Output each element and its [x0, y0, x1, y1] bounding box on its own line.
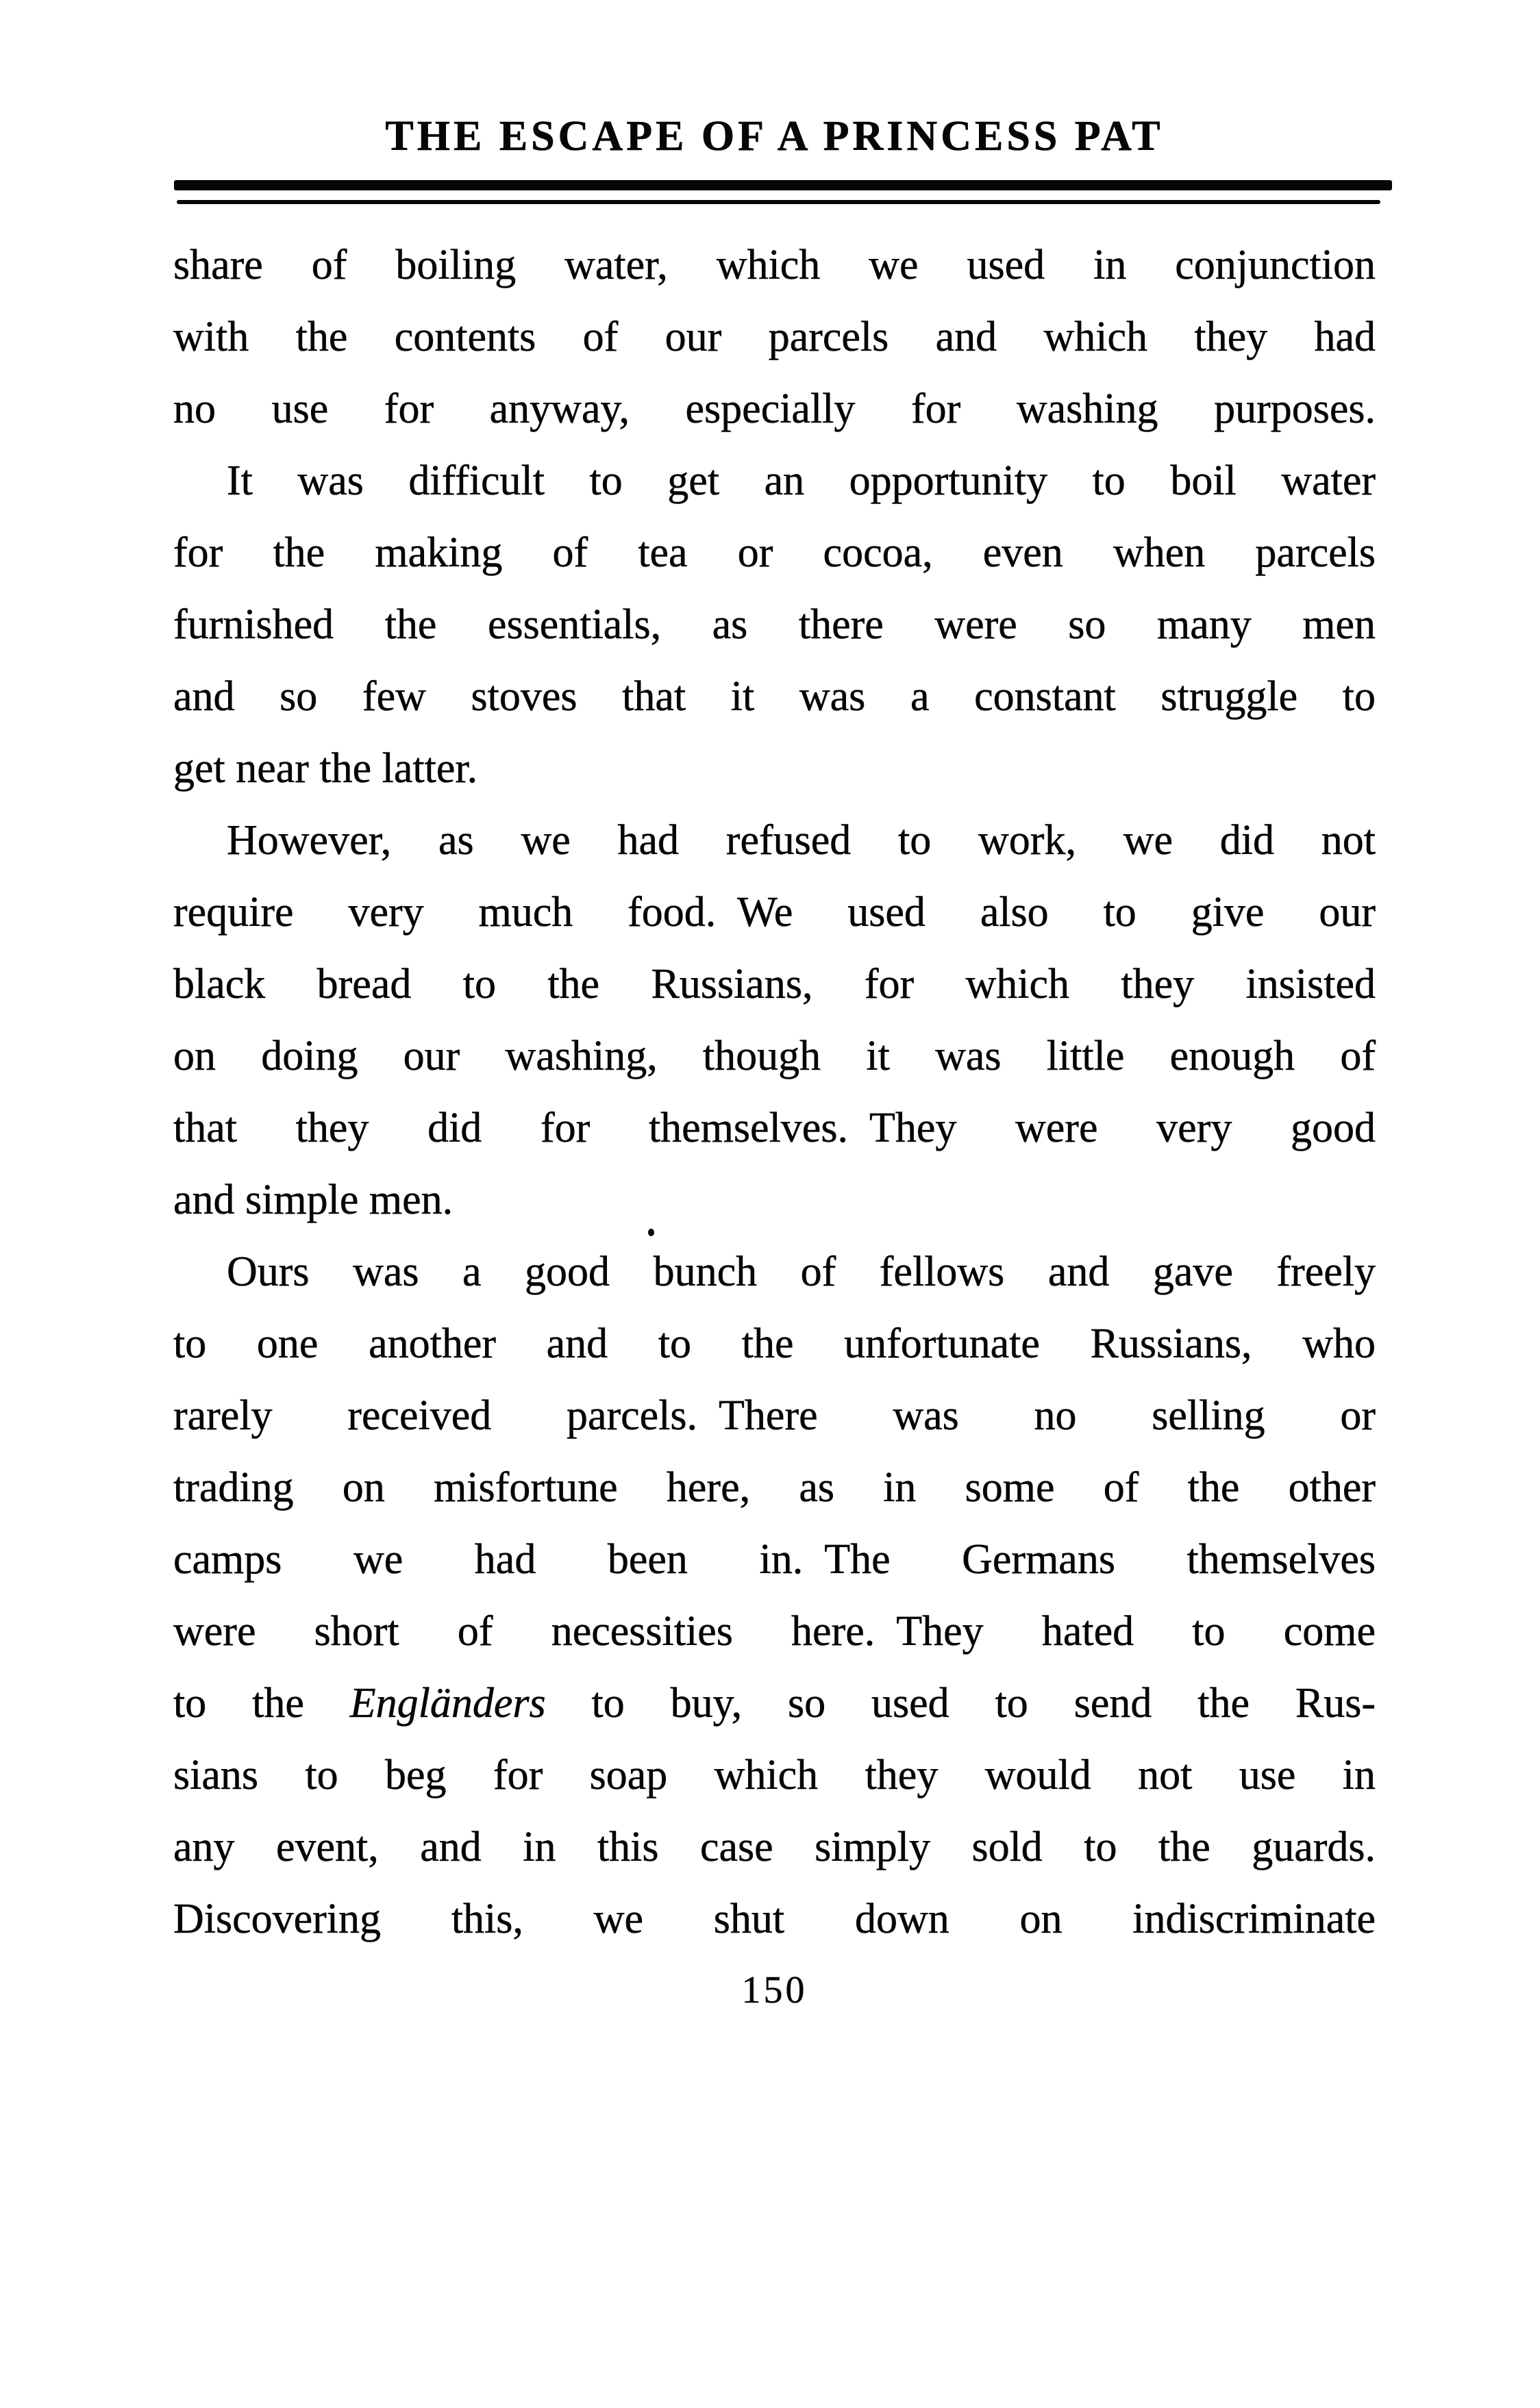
text-line: camps we had been in. The Germans themselves [173, 1536, 1376, 1583]
text-line: However, as we had refused to work, we did not [227, 817, 1376, 864]
italic-foreign-word: Engländers [349, 1680, 546, 1727]
text-line: share of boiling water, which we used in conjunction [173, 242, 1376, 288]
text-line: require very much food. We used also to give our [173, 889, 1376, 936]
text-line: sians to beg for soap which they would not use in [173, 1752, 1376, 1798]
text-line: black bread to the Russians, for which they insisted [173, 961, 1376, 1007]
text-segment: to the [173, 1680, 350, 1727]
body-text [173, 229, 1376, 1955]
text-line: any event, and in this case simply sold to the guards. [173, 1824, 1376, 1870]
header-rule-thick [174, 180, 1392, 190]
text-line: that they did for themselves. They were very good [173, 1105, 1376, 1151]
ink-speck-artifact [648, 1229, 654, 1236]
text-line: for the making of tea or cocoa, even when parcels [173, 529, 1376, 576]
text-line: It was difficult to get an opportunity to boil water [227, 457, 1376, 504]
text-line [173, 1668, 1376, 1740]
text-line: no use for anyway, especially for washing purposes. [173, 386, 1376, 432]
text-line: Discovering this, we shut down on indiscriminate [173, 1896, 1376, 1942]
text-line: Ours was a good bunch of fellows and gave freely [227, 1249, 1376, 1295]
text-line: rarely received parcels. There was no selling or [173, 1392, 1376, 1439]
text-line: to one another and to the unfortunate Russians, who [173, 1320, 1376, 1367]
text-line: and simple men. [173, 1177, 454, 1223]
text-line: with the contents of our parcels and which they had [173, 314, 1376, 360]
text-line: on doing our washing, though it was little enough of [173, 1033, 1376, 1079]
page-title: THE ESCAPE OF A PRINCESS PAT [385, 113, 1164, 160]
text-line: furnished the essentials, as there were so many men [173, 601, 1376, 648]
page-number: 150 [741, 1969, 808, 2011]
text-line: trading on misfortune here, as in some of the other [173, 1464, 1376, 1511]
text-segment: to buy, so used to send the Rus- [545, 1680, 1376, 1727]
text-line: get near the latter. [173, 745, 478, 792]
header-rule-thin [177, 200, 1380, 204]
text-line: and so few stoves that it was a constant struggle to [173, 673, 1376, 720]
text-line: were short of necessities here. They hated to come [173, 1608, 1376, 1655]
